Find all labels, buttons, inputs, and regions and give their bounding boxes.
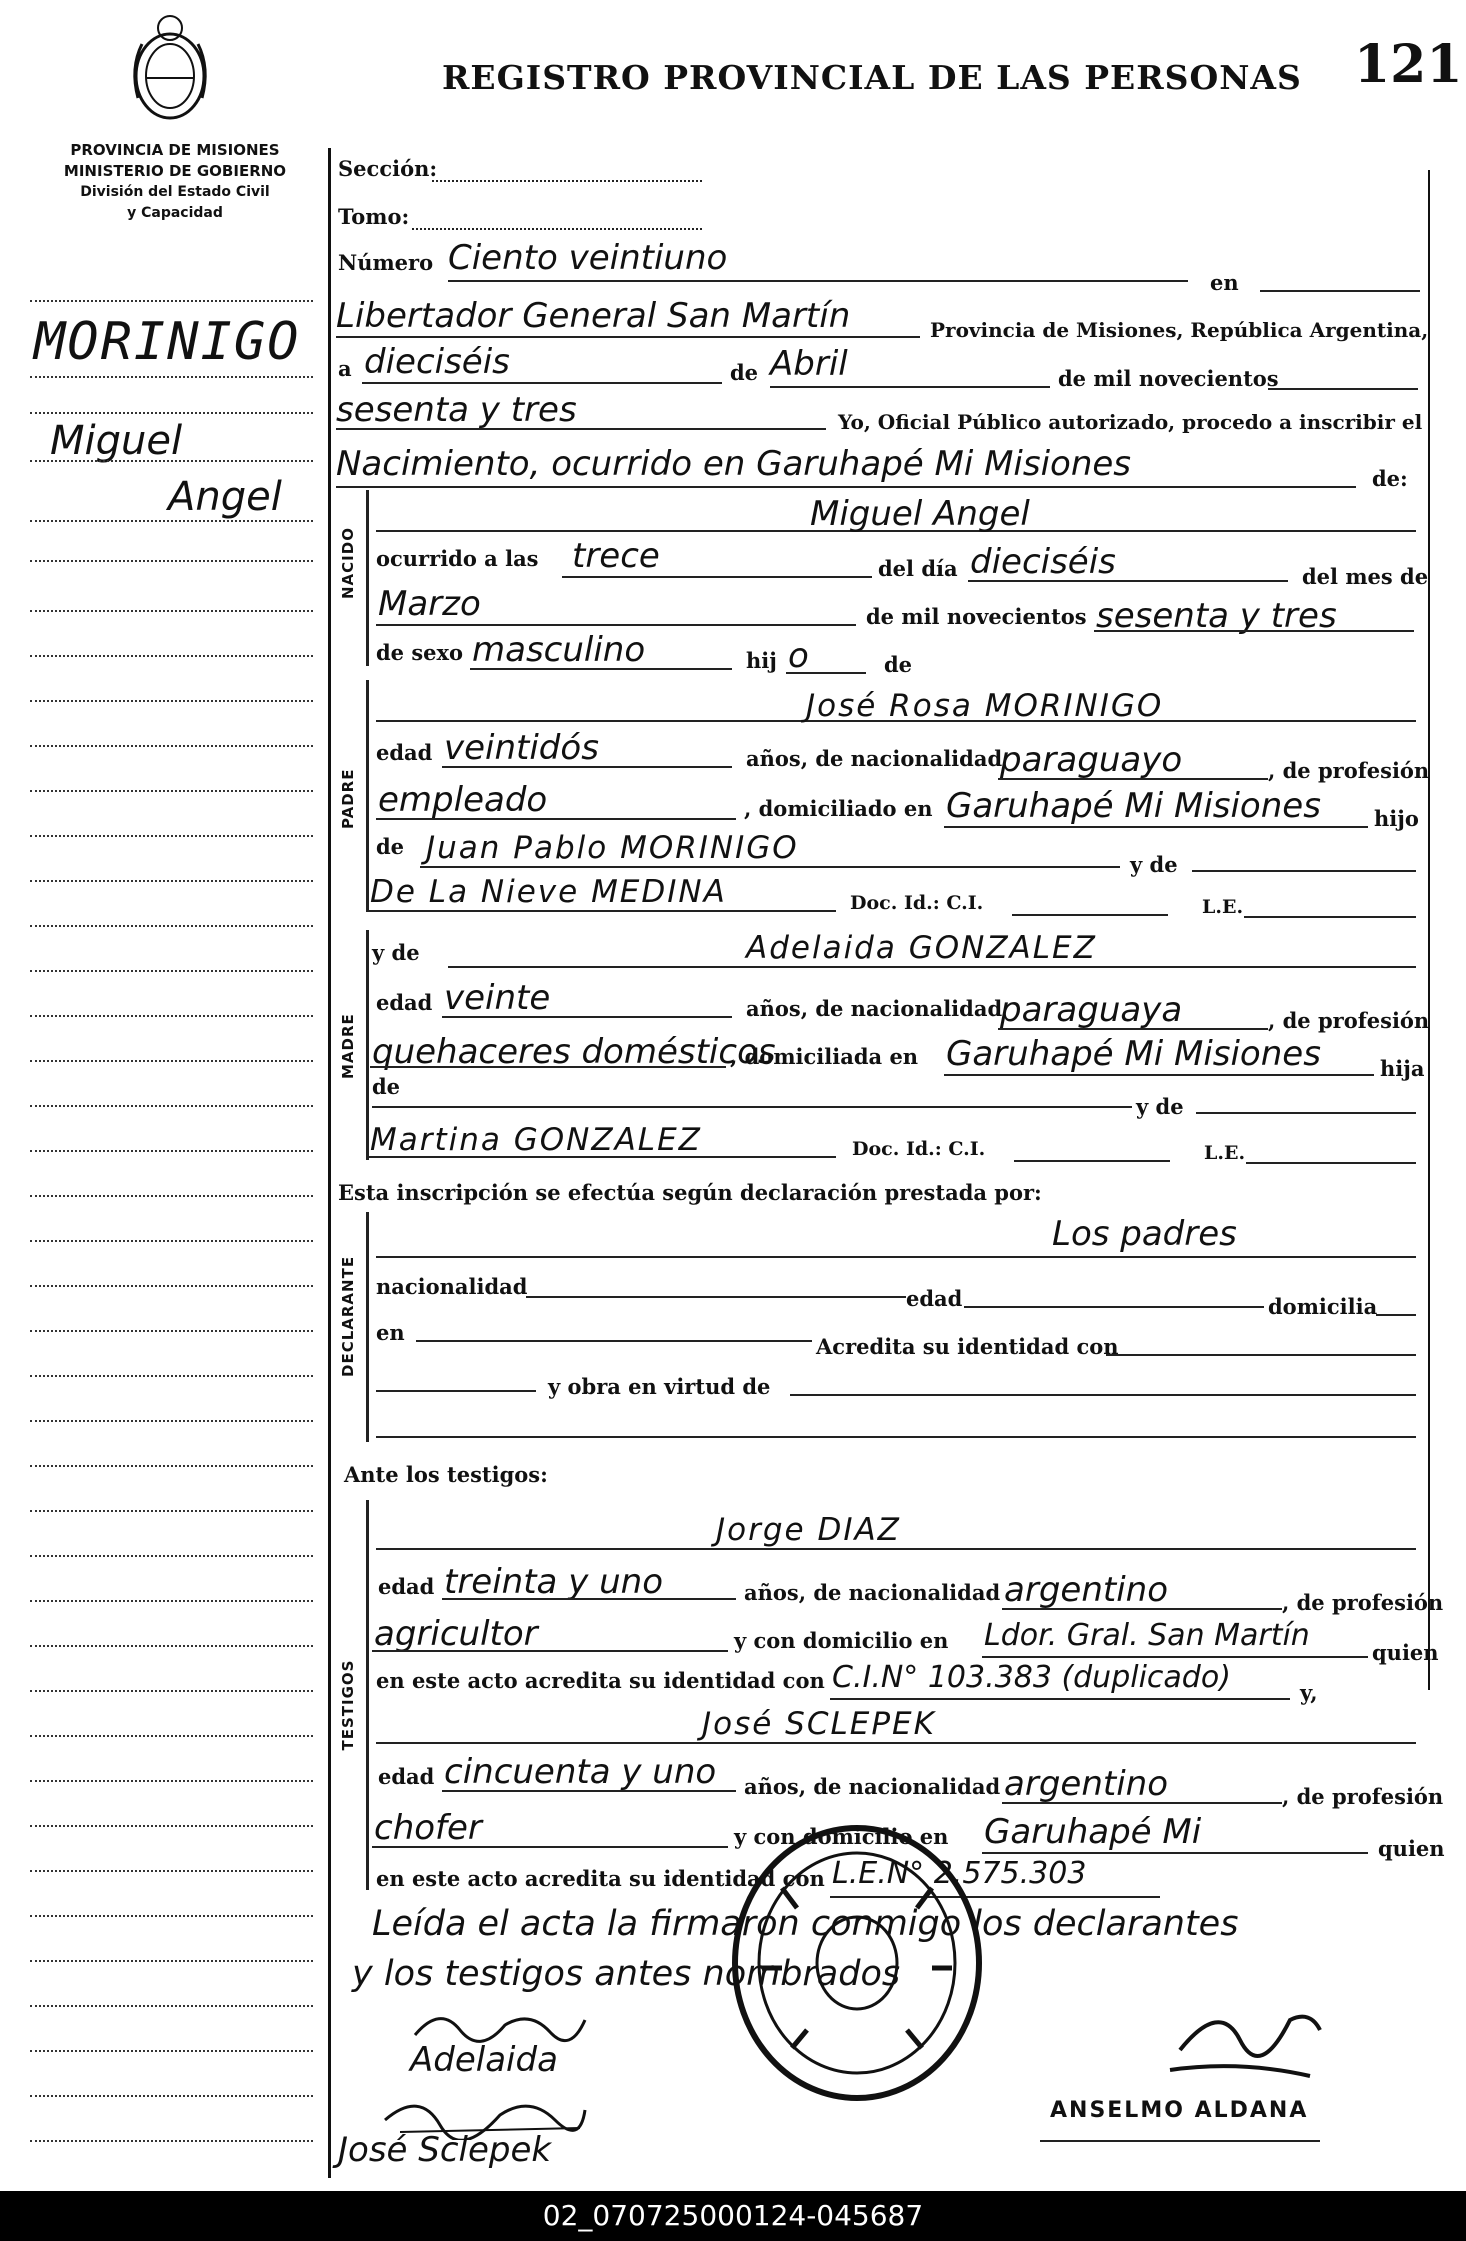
- testigo1-value: Jorge DIAZ: [716, 1512, 901, 1548]
- de-mil-novecientos-label: de mil novecientos: [1058, 366, 1279, 391]
- madre-anos-nac-label: años, de nacionalidad: [746, 996, 1003, 1021]
- de-label-1: de: [730, 360, 759, 385]
- padre-de-label: de: [376, 834, 405, 859]
- org-block: [30, 140, 320, 224]
- seccion-label: Sección:: [338, 156, 438, 181]
- registry-title: REGISTRO PROVINCIAL DE LAS PERSONAS: [442, 58, 1302, 97]
- numero-label: Número: [338, 250, 434, 275]
- padre-anos-nac-label: años, de nacionalidad: [746, 746, 1003, 771]
- madre-le-label: L.E.: [1204, 1142, 1246, 1164]
- t1-profesion-label: , de profesión: [1282, 1590, 1444, 1615]
- section-label-testigos: TESTIGOS: [339, 1659, 357, 1751]
- declarante-value: Los padres: [1052, 1214, 1237, 1254]
- padre-edad-value: veintidós: [444, 728, 599, 768]
- ante-testigos-label: Ante los testigos:: [344, 1462, 548, 1487]
- t2-quien-label: quien: [1378, 1836, 1445, 1861]
- localidad-value: Libertador General San Martín: [336, 296, 851, 336]
- padre-hijo-label: hijo: [1374, 806, 1419, 831]
- madre-hija-label: hija: [1380, 1056, 1425, 1081]
- madre-domicilio-label: , domiciliada en: [730, 1044, 919, 1069]
- padre-le-label: L.E.: [1202, 896, 1244, 918]
- del-mes-label: del mes de: [1302, 564, 1429, 589]
- signature-jose-sclepek: José Sclepek: [338, 2130, 552, 2170]
- section-label-padre: PADRE: [339, 768, 357, 829]
- t1-acredita-label: en este acto acredita su identidad con: [376, 1668, 825, 1693]
- madre-edad-value: veinte: [444, 978, 551, 1018]
- hij-label: hij: [746, 648, 777, 673]
- t1-nac-value: argentino: [1004, 1570, 1168, 1610]
- padre-nombre-value: José Rosa MORINIGO: [806, 688, 1164, 724]
- madre-profesion-label: , de profesión: [1268, 1008, 1430, 1033]
- madre-y-de-label-2: y de: [1136, 1094, 1184, 1119]
- section-label-declarante: DECLARANTE: [339, 1255, 357, 1377]
- hora-value: trece: [572, 536, 660, 576]
- t1-anos-nac-label: años, de nacionalidad: [744, 1580, 1001, 1605]
- nombre-value: Miguel Angel: [810, 494, 1030, 534]
- margin-surname: MORINIGO: [34, 312, 301, 372]
- footer-id: 02_070725000124-045687: [542, 2199, 924, 2232]
- dia-nac-value: dieciséis: [970, 542, 1116, 582]
- official-name: ANSELMO ALDANA: [1050, 2098, 1309, 2123]
- t2-edad-value: cincuenta y uno: [444, 1752, 717, 1792]
- t2-edad-label: edad: [378, 1764, 435, 1789]
- declarante-acredita-label: Acredita su identidad con: [816, 1334, 1119, 1359]
- section-label-nacido: NACIDO: [339, 527, 357, 599]
- t1-doc-value: C.I.N° 103.383 (duplicado): [832, 1660, 1231, 1695]
- t1-dom-value: Ldor. Gral. San Martín: [984, 1618, 1310, 1653]
- margin-given-name-2: Angel: [168, 474, 282, 520]
- coat-of-arms-emblem: [120, 8, 220, 128]
- padre-profesion-label: , de profesión: [1268, 758, 1430, 783]
- t1-domicilio-label: y con domicilio en: [734, 1628, 949, 1653]
- abuela-pat-value: De La Nieve MEDINA: [370, 874, 727, 910]
- en-label: en: [1210, 270, 1239, 295]
- madre-doc-label: Doc. Id.: C.I.: [852, 1138, 986, 1160]
- org-line-ministry: MINISTERIO DE GOBIERNO: [63, 162, 287, 180]
- t2-acredita-label: en este acto acredita su identidad con: [376, 1866, 825, 1891]
- de-label-2: de: [884, 652, 913, 677]
- tomo-label: Tomo:: [338, 204, 410, 229]
- dia-value: dieciséis: [364, 342, 510, 382]
- padre-domicilio-label: , domiciliado en: [744, 796, 933, 821]
- de-colon-label: de:: [1372, 466, 1408, 491]
- abuela-mat-value: Martina GONZALEZ: [370, 1122, 702, 1158]
- t2-anos-nac-label: años, de nacionalidad: [744, 1774, 1001, 1799]
- anio-value: sesenta y tres: [336, 390, 577, 430]
- declarante-obra-label: y obra en virtud de: [548, 1374, 771, 1399]
- ocurrido-label: ocurrido a las: [376, 546, 539, 571]
- signature-adelaida: Adelaida: [410, 2040, 558, 2080]
- madre-y-de-label: y de: [372, 940, 420, 965]
- hecho-value: Nacimiento, ocurrido en Garuhapé Mi Misiones: [336, 444, 1132, 484]
- madre-nombre-value: Adelaida GONZALEZ: [746, 930, 1097, 966]
- madre-prof-value: quehaceres domésticos: [372, 1032, 776, 1072]
- section-label-madre: MADRE: [339, 1013, 357, 1079]
- a-label: a: [338, 356, 352, 381]
- declarante-domicilia-label: domicilia: [1268, 1294, 1378, 1319]
- del-dia-label: del día: [878, 556, 958, 581]
- official-seal-stamp: [722, 1818, 992, 2108]
- madre-nac-value: paraguaya: [1000, 990, 1183, 1030]
- official-signature-scribble: [1160, 1990, 1330, 2090]
- hij-suffix-value: o: [788, 636, 809, 676]
- padre-doc-label: Doc. Id.: C.I.: [850, 892, 984, 914]
- org-line-capacity: y Capacidad: [127, 205, 223, 221]
- margin-given-name-1: Miguel: [50, 418, 183, 464]
- madre-edad-label: edad: [376, 990, 433, 1015]
- t2-domicilio-label: y con domicilio en: [734, 1824, 949, 1849]
- t1-edad-label: edad: [378, 1574, 435, 1599]
- anio-nac-value: sesenta y tres: [1096, 596, 1337, 636]
- mes-nac-value: Marzo: [378, 584, 481, 624]
- t2-nac-value: argentino: [1004, 1764, 1168, 1804]
- footer-id-bar: [0, 2191, 1466, 2241]
- closing-line-1: Leída el acta la firmaron conmigo los declarantes: [372, 1904, 1239, 1944]
- esta-inscripcion-label: Esta inscripción se efectúa según declaración prestada por:: [338, 1180, 1042, 1205]
- abuelo-pat-value: Juan Pablo MORINIGO: [426, 830, 799, 866]
- de-sexo-label: de sexo: [376, 640, 464, 665]
- t1-edad-value: treinta y uno: [444, 1562, 664, 1602]
- padre-prof-value: empleado: [378, 780, 548, 820]
- closing-line-2: y los testigos antes nombrados: [352, 1954, 901, 1994]
- t1-prof-value: agricultor: [374, 1614, 538, 1654]
- provincia-label: Provincia de Misiones, República Argentina,: [930, 318, 1429, 342]
- t2-doc-value: L.E.N° 2.575.303: [832, 1856, 1087, 1891]
- padre-nac-value: paraguayo: [1000, 740, 1183, 780]
- madre-de-label: de: [372, 1074, 401, 1099]
- right-frame-line: [1428, 170, 1430, 1690]
- sexo-value: masculino: [472, 630, 646, 670]
- declarante-en-label: en: [376, 1320, 405, 1345]
- de-mil-novecientos-label-2: de mil novecientos: [866, 604, 1087, 629]
- padre-dom-value: Garuhapé Mi Misiones: [946, 786, 1321, 826]
- numero-value: Ciento veintiuno: [448, 238, 728, 278]
- testigo2-value: José SCLEPEK: [702, 1706, 936, 1742]
- mes-value: Abril: [770, 344, 848, 384]
- page-number: 121: [1354, 34, 1463, 95]
- left-frame-line: [328, 148, 331, 2178]
- madre-dom-value: Garuhapé Mi Misiones: [946, 1034, 1321, 1074]
- org-line-division: División del Estado Civil: [80, 184, 270, 200]
- padre-edad-label: edad: [376, 740, 433, 765]
- t2-dom-value: Garuhapé Mi: [984, 1812, 1202, 1852]
- declarante-edad-label: edad: [906, 1286, 963, 1311]
- org-line-province: PROVINCIA DE MISIONES: [70, 141, 280, 159]
- declarante-nac-label: nacionalidad: [376, 1274, 528, 1299]
- t1-quien-label: quien: [1372, 1640, 1439, 1665]
- yo-oficial-label: Yo, Oficial Público autorizado, procedo a inscribir el: [838, 410, 1423, 434]
- t2-profesion-label: , de profesión: [1282, 1784, 1444, 1809]
- padre-y-de-label: y de: [1130, 852, 1178, 877]
- t2-prof-value: chofer: [374, 1808, 482, 1848]
- t1-y-label: y,: [1300, 1680, 1318, 1705]
